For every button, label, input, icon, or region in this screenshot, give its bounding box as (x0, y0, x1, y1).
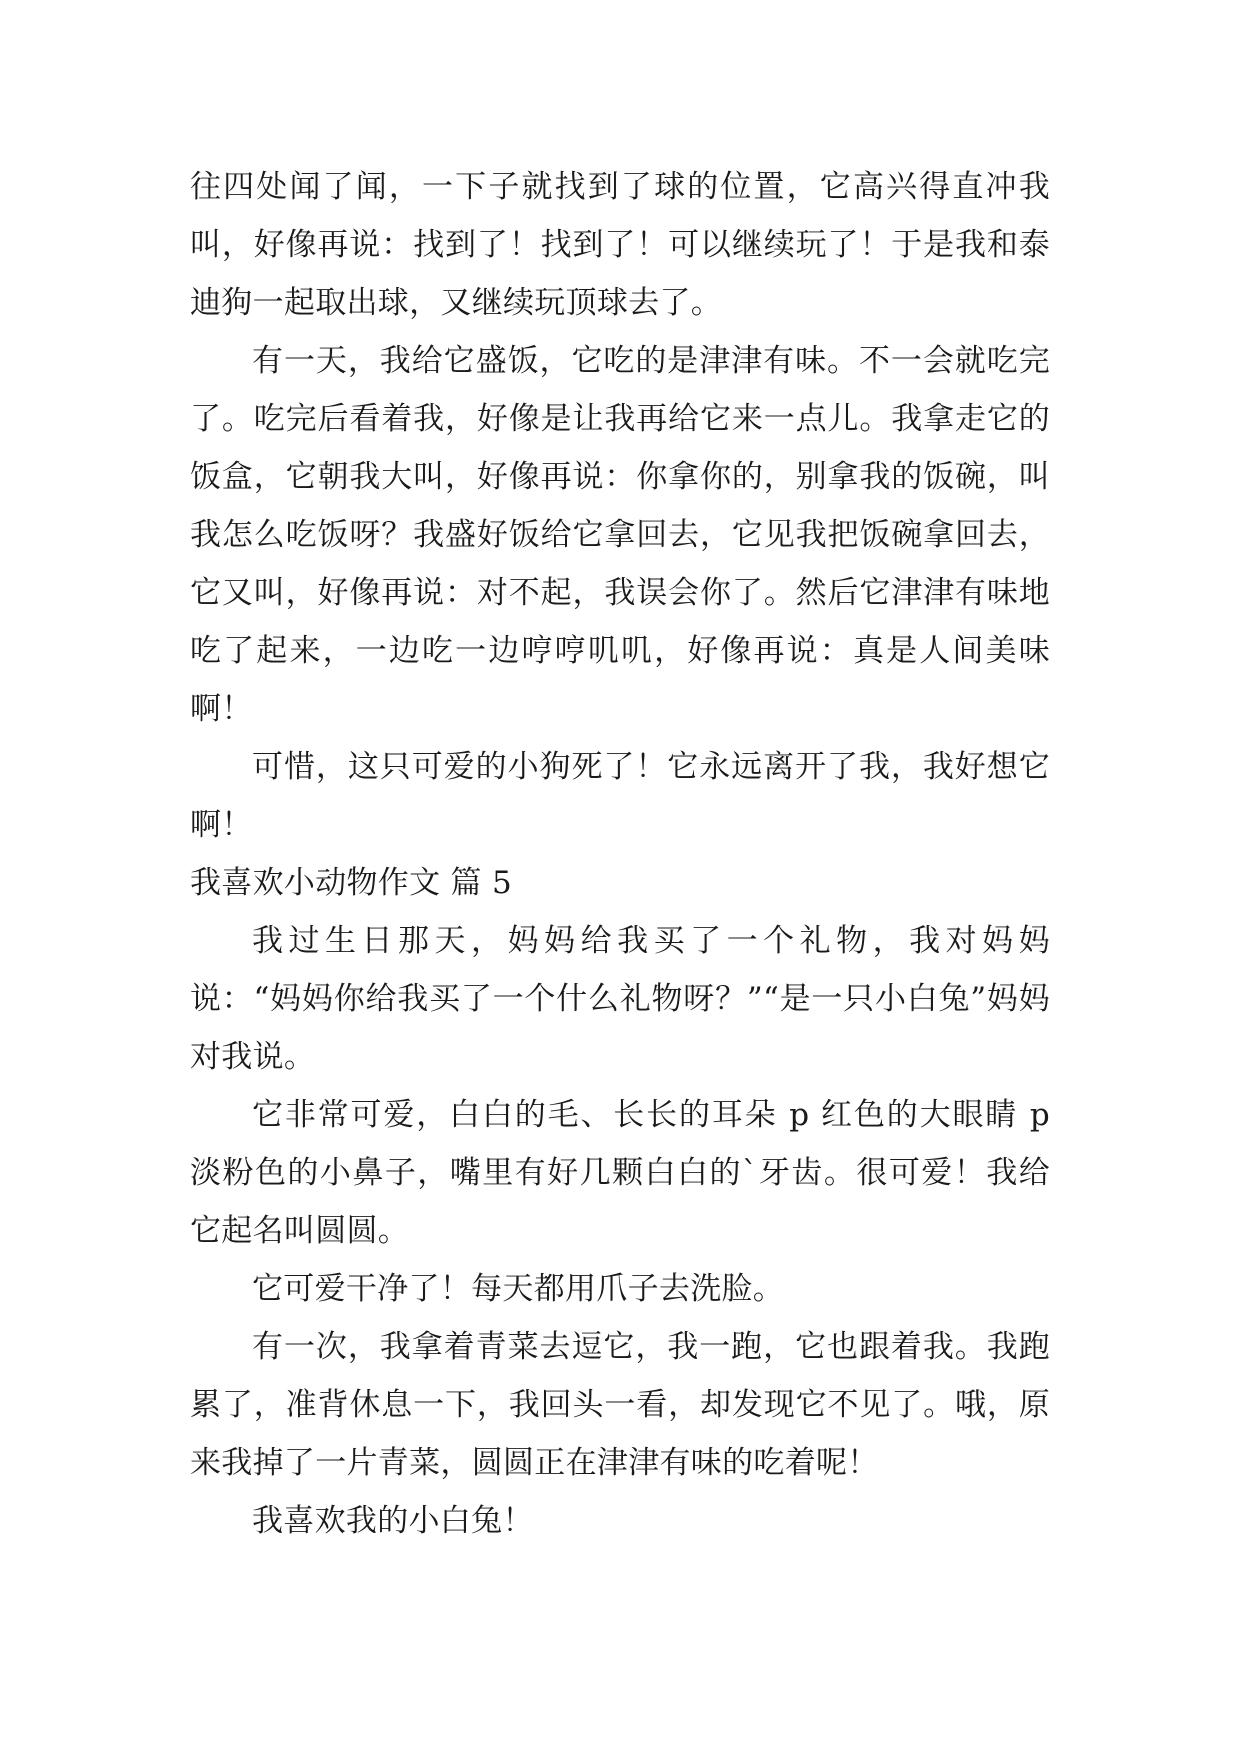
paragraph-rabbit-description: 它非常可爱，白白的毛、长长的耳朵 p 红色的大眼睛 p 淡粉色的小鼻子，嘴里有好几颗白白的`牙齿。很可爱！我给它起名叫圆圆。 (190, 1097, 1050, 1249)
section-heading: 我喜欢小动物作文 篇 5 (190, 865, 513, 901)
paragraph-rabbit-clean: 它可爱干净了！每天都用爪子去洗脸。 (252, 1271, 785, 1307)
document-body (190, 158, 1050, 1550)
paragraph-rabbit-vegetable: 有一次，我拿着青菜去逗它，我一跑，它也跟着我。我跑累了，准背休息一下，我回头一看，却发现它不见了。哦，原来我掉了一片青菜，圆圆正在津津有味的吃着呢！ (190, 1329, 1050, 1481)
paragraph-dog-died: 可惜，这只可爱的小狗死了！它永远离开了我，我好想它啊！ (190, 749, 1050, 843)
paragraph-closing: 我喜欢我的小白兔！ (252, 1503, 534, 1539)
paragraph-feeding: 有一天，我给它盛饭，它吃的是津津有味。不一会就吃完了。吃完后看着我，好像是让我再给它来一点儿。我拿走它的饭盒，它朝我大叫，好像再说：你拿你的，别拿我的饭碗，叫我怎么吃饭呀？我盛好饭给它拿回去，它见我把饭碗拿回去，它又叫，好像再说：对不起，我误会你了。然后它津津有味地吃了起来，一边吃一边哼哼叽叽，好像再说：真是人间美味啊！ (190, 343, 1050, 727)
paragraph-birthday-gift: 我过生日那天，妈妈给我买了一个礼物，我对妈妈说：“妈妈你给我买了一个什么礼物呀？”“是一只小白兔”妈妈对我说。 (190, 923, 1050, 1075)
paragraph-continuation: 往四处闻了闻，一下子就找到了球的位置，它高兴得直冲我叫，好像再说：找到了！找到了！可以继续玩了！于是我和泰迪狗一起取出球，又继续玩顶球去了。 (190, 169, 1050, 321)
